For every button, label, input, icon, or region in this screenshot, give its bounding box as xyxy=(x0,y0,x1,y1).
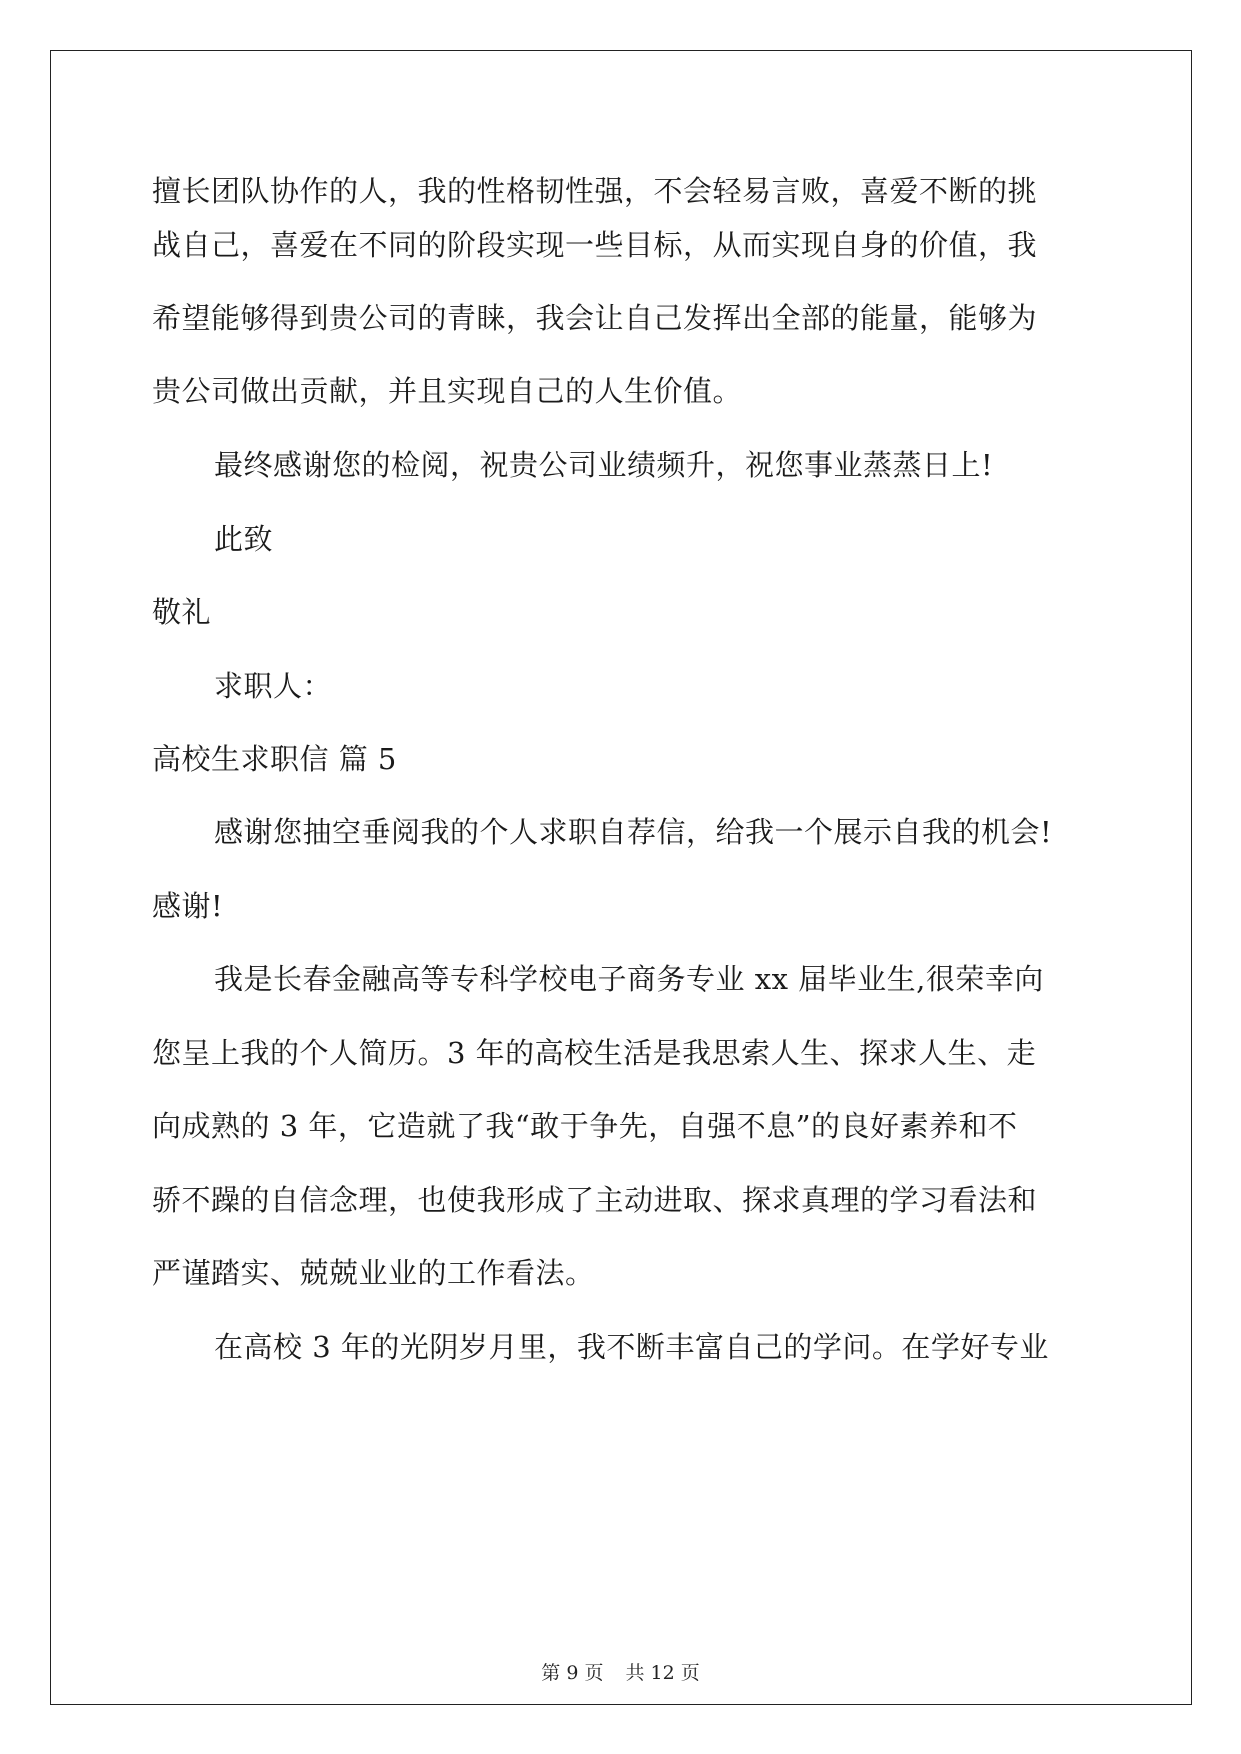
section-heading: 高校生求职信 篇 5 xyxy=(152,742,397,776)
body-line: 向成熟的 3 年，它造就了我“敢于争先，自强不息”的良好素养和不 xyxy=(152,1109,1018,1143)
body-line: 感谢! xyxy=(152,889,224,923)
page-number-total: 共 12 页 xyxy=(625,1662,700,1684)
body-line: 在高校 3 年的光阴岁月里，我不断丰富自己的学问。在学好专业 xyxy=(214,1330,1049,1364)
salutation-cizhi: 此致 xyxy=(214,522,274,556)
body-line: 感谢您抽空垂阅我的个人求职自荐信，给我一个展示自我的机会! xyxy=(214,815,1053,849)
body-line: 我是长春金融高等专科学校电子商务专业 xx 届毕业生,很荣幸向 xyxy=(214,962,1044,996)
closing-paragraph: 最终感谢您的检阅，祝贵公司业绩频升，祝您事业蒸蒸日上! xyxy=(214,448,994,482)
applicant-signature: 求职人： xyxy=(214,669,333,703)
body-line: 严谨踏实、兢兢业业的工作看法。 xyxy=(152,1256,595,1290)
body-line: 擅长团队协作的人，我的性格韧性强，不会轻易言败，喜爱不断的挑 xyxy=(152,174,1038,208)
salutation-jingli: 敬礼 xyxy=(152,595,212,629)
page-number-current: 第 9 页 xyxy=(541,1662,604,1684)
page-footer xyxy=(0,1661,1241,1685)
body-line: 您呈上我的个人简历。3 年的高校生活是我思索人生、探求人生、走 xyxy=(152,1036,1037,1070)
body-line: 贵公司做出贡献，并且实现自己的人生价值。 xyxy=(152,374,743,408)
body-line: 骄不躁的自信念理，也使我形成了主动进取、探求真理的学习看法和 xyxy=(152,1183,1038,1217)
body-line: 希望能够得到贵公司的青睐，我会让自己发挥出全部的能量，能够为 xyxy=(152,301,1038,335)
body-line: 战自己，喜爱在不同的阶段实现一些目标，从而实现自身的价值，我 xyxy=(152,228,1038,262)
